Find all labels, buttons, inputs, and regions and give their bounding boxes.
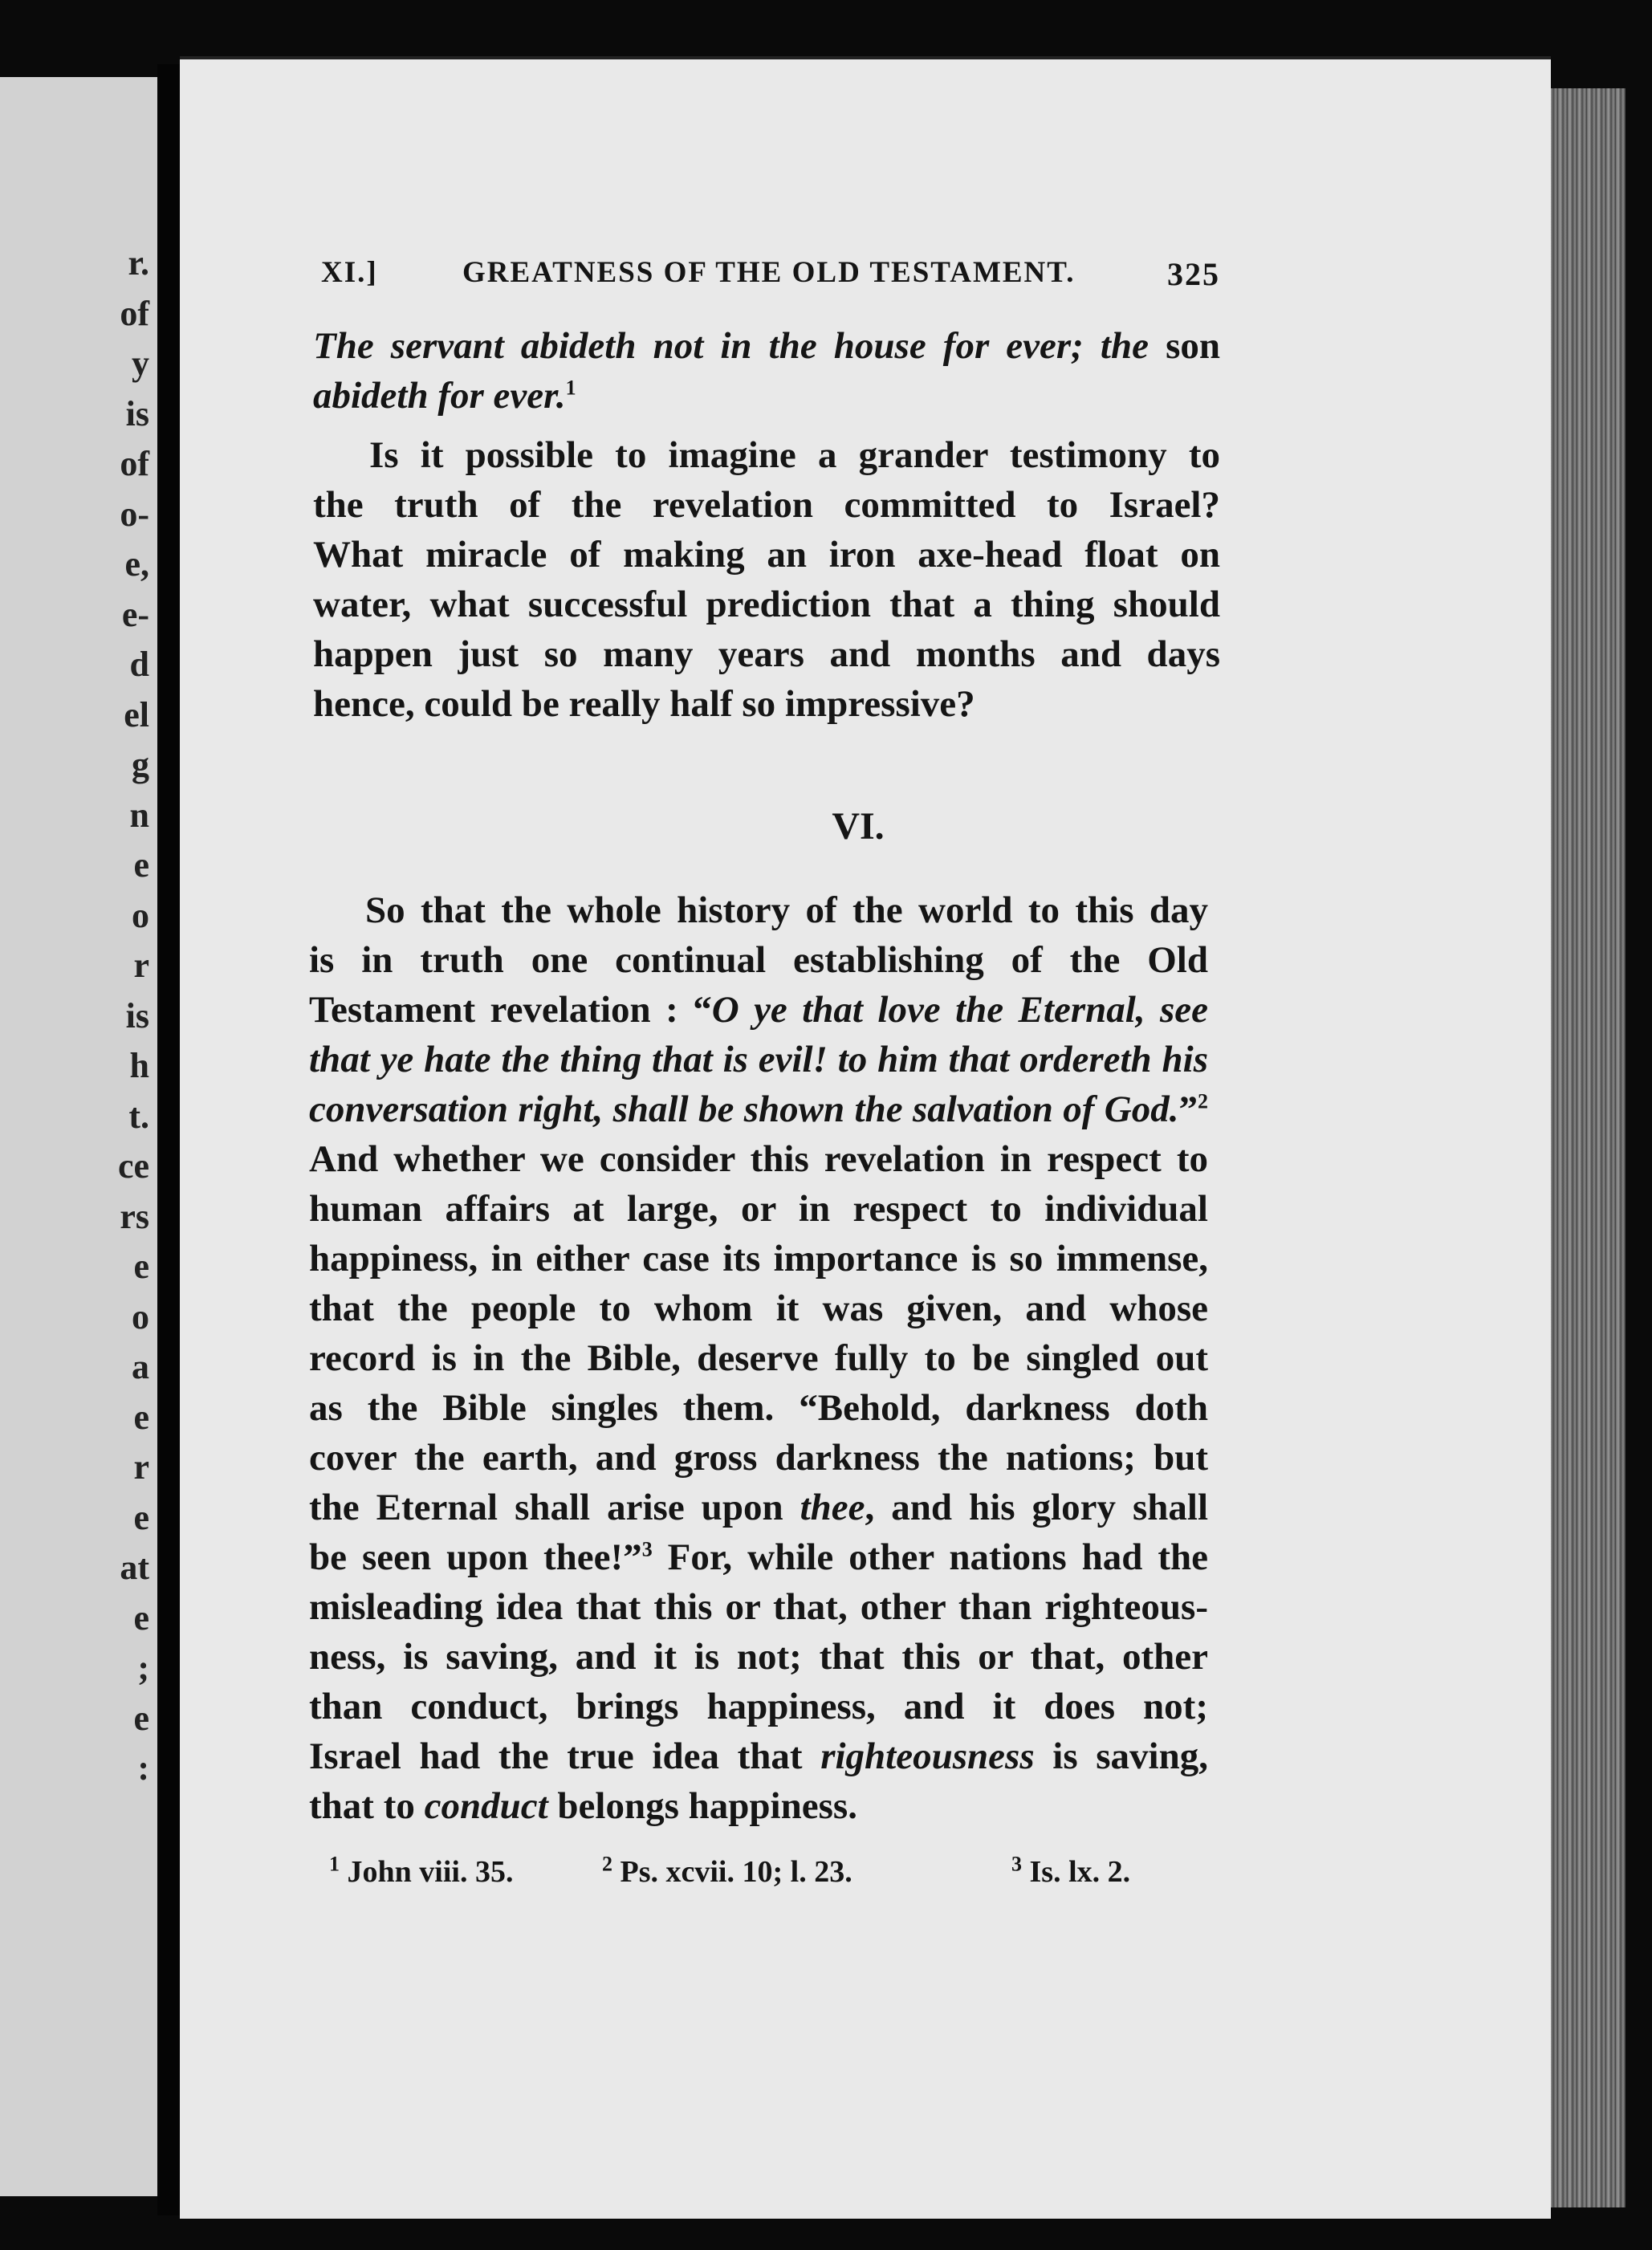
footnote: [1011, 1854, 1130, 1890]
quote-text: that ye hate the thing that is evil! to him that ordereth his: [309, 1039, 1208, 1080]
footnote-ref: 3: [641, 1537, 653, 1561]
text-line: happen just so many years and months and days: [313, 633, 1220, 675]
left-page-text-fragment: e: [133, 1247, 149, 1286]
text-fragment: is saving,: [1034, 1735, 1208, 1777]
text-line: misleading idea that this or that, other than righteous-: [309, 1586, 1208, 1628]
text-line: that the people to whom it was given, and whose: [309, 1288, 1208, 1329]
text-line: [309, 1781, 1208, 1831]
emphasis-text: thee: [800, 1487, 865, 1528]
emphasis-text: conduct: [424, 1785, 548, 1827]
left-page-text-fragment: is: [125, 393, 149, 433]
left-page-fragment: [0, 77, 157, 2196]
page-number: 325: [1167, 256, 1220, 292]
footnote: [602, 1854, 852, 1890]
left-page-text-fragment: e,: [124, 544, 149, 584]
left-page-text-fragment: rs: [120, 1196, 149, 1236]
left-page-text-fragment: a: [132, 1347, 149, 1386]
left-page-text-fragment: at: [120, 1548, 149, 1587]
quote-text: The servant abideth not in the house for ever; the: [313, 325, 1149, 367]
left-page-text-fragment: el: [124, 694, 149, 734]
text-fragment: Testament revelation : “: [309, 989, 712, 1031]
left-page-text-fragment: e-: [121, 594, 149, 634]
text-fragment: Israel had the true idea that: [309, 1735, 821, 1777]
text-line: [309, 1483, 1208, 1532]
book-gutter: [157, 64, 180, 2215]
left-page-text-fragment: r.: [128, 243, 149, 283]
text-fragment: son: [1148, 325, 1220, 367]
text-fragment: that to: [309, 1785, 425, 1827]
footnote-text: John viii. 35.: [340, 1855, 514, 1889]
text-line: water, what successful prediction that a thing should: [313, 584, 1220, 625]
paragraph-2: [313, 430, 1220, 729]
quote-text: O ye that love the Eternal, see: [711, 989, 1208, 1031]
text-fragment: be seen upon thee!”: [309, 1536, 642, 1578]
text-fragment: the Eternal shall arise upon: [309, 1487, 800, 1528]
left-page-text-fragment: n: [129, 795, 149, 835]
quote-text: conversation right, shall be shown the salvation of God.: [309, 1088, 1179, 1130]
footnote-mark: 2: [602, 1852, 612, 1876]
left-page-text-fragment: e: [133, 1597, 149, 1638]
text-line: [313, 321, 1220, 371]
left-page-text-fragment: is: [125, 995, 149, 1035]
text-line: cover the earth, and gross darkness the nations; but: [309, 1437, 1208, 1479]
left-page-text-fragment: o-: [120, 494, 149, 534]
text-line: [309, 985, 1208, 1035]
footnote-text: Is. lx. 2.: [1022, 1855, 1131, 1889]
footnote-mark: 1: [329, 1852, 340, 1876]
left-page-text-fragment: g: [132, 745, 149, 784]
text-fragment: belongs happiness.: [547, 1785, 857, 1827]
left-page-text-fragment: r: [133, 1447, 149, 1487]
left-page-text-fragment: :: [137, 1748, 149, 1788]
text-line: than conduct, brings happiness, and it does not;: [309, 1686, 1208, 1727]
text-line: human affairs at large, or in respect to individual: [309, 1188, 1208, 1230]
text-line: as the Bible singles them. “Behold, darkness doth: [309, 1387, 1208, 1429]
text-fragment: For, while other nations had the: [652, 1536, 1209, 1578]
text-line: record is in the Bible, deserve fully to be singled out: [309, 1337, 1208, 1379]
paragraph-3: [309, 885, 1208, 1831]
text-line: happiness, in either case its importance is so immense,: [309, 1238, 1208, 1280]
left-page-text-fragment: e: [133, 845, 149, 885]
left-page-text-fragment: o: [132, 895, 149, 935]
text-line: hence, could be really half so impressive?: [313, 683, 975, 725]
footnote-ref: 1: [565, 376, 576, 400]
text-line: is in truth one continual establishing of the Old: [309, 939, 1208, 981]
footnote: [329, 1854, 513, 1890]
text-line: [313, 371, 1220, 421]
text-line: What miracle of making an iron axe-head float on: [313, 534, 1220, 576]
quote-text: abideth for ever.: [313, 375, 566, 417]
footnote-mark: 3: [1011, 1852, 1022, 1876]
text-line: [309, 1084, 1208, 1134]
left-page-text-fragment: e: [133, 1497, 149, 1537]
left-page-text-fragment: o: [132, 1296, 149, 1337]
text-line: [309, 1532, 1208, 1582]
text-line: the truth of the revelation committed to Israel?: [313, 484, 1220, 526]
left-page-text-fragment: r: [133, 946, 149, 985]
footnote-ref: 2: [1198, 1089, 1208, 1113]
footnote-text: Ps. xcvii. 10; l. 23.: [612, 1855, 852, 1889]
left-page-text-fragment: t.: [128, 1096, 149, 1136]
left-page-text-fragment: e: [133, 1698, 149, 1738]
running-title: GREATNESS OF THE OLD TESTAMENT.: [462, 256, 1076, 289]
text-fragment: , and his glory shall: [865, 1487, 1209, 1528]
text-fragment: ”: [1178, 1088, 1198, 1130]
left-page-text-fragment: d: [129, 645, 149, 684]
emphasis-text: righteousness: [820, 1735, 1035, 1777]
left-page-text-fragment: h: [129, 1046, 149, 1085]
text-line: So that the whole history of the world to this day: [365, 889, 1208, 931]
text-line: ness, is saving, and it is not; that this or that, other: [309, 1636, 1208, 1678]
chapter-marker: XI.]: [321, 256, 378, 289]
left-page-text-fragment: of: [120, 293, 149, 333]
running-header: [321, 255, 1220, 303]
footnotes: [329, 1854, 1172, 1894]
text-line: And whether we consider this revelation in respect to: [309, 1138, 1208, 1180]
left-page-text-fragment: e: [133, 1397, 149, 1437]
text-line: Is it possible to imagine a grander testimony to: [369, 434, 1220, 476]
section-heading: VI.: [832, 805, 885, 848]
paragraph-1: [313, 321, 1220, 421]
left-page-text-fragment: ;: [137, 1648, 149, 1687]
left-page-text-fragment: of: [120, 444, 149, 483]
left-page-text-fragment: y: [132, 344, 149, 383]
text-line: [309, 1731, 1208, 1781]
left-page-text-fragment: ce: [117, 1146, 149, 1186]
